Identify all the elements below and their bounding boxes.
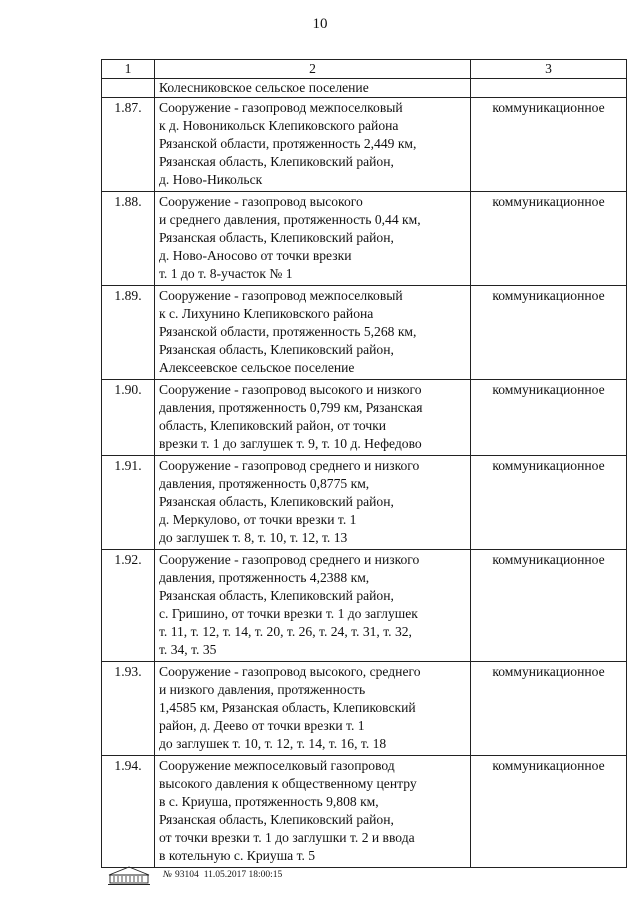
- description-line: Рязанской области, протяженность 5,268 км,: [159, 324, 417, 339]
- row-description: [155, 456, 471, 550]
- description-line: давления, протяженность 4,2388 км,: [159, 570, 370, 585]
- number-sign: №: [163, 870, 172, 880]
- description-line: т. 11, т. 12, т. 14, т. 20, т. 26, т. 24, т. 31, т. 32,: [159, 624, 412, 639]
- description-line: Сооружение - газопровод высокого, среднего: [159, 664, 421, 679]
- description-line: Сооружение - газопровод высокого и низкого: [159, 382, 422, 397]
- page-number: 10: [312, 16, 328, 32]
- row-description: [155, 380, 471, 456]
- section-row: [102, 79, 627, 98]
- row-description: [155, 192, 471, 286]
- row-number: 1.88.: [102, 192, 155, 286]
- table-row: [102, 380, 627, 456]
- row-type: коммуникационное: [471, 456, 627, 550]
- footer: [105, 864, 282, 886]
- description-line: т. 1 до т. 8-участок № 1: [159, 266, 293, 281]
- description-line: Сооружение - газопровод межпоселковый: [159, 100, 403, 115]
- row-description: [155, 550, 471, 662]
- description-line: район, д. Деево от точки врезки т. 1: [159, 718, 365, 733]
- description-line: Сооружение - газопровод среднего и низкого: [159, 458, 420, 473]
- description-line: Рязанская область, Клепиковский район,: [159, 154, 394, 169]
- property-table: [101, 59, 627, 868]
- description-line: Рязанская область, Клепиковский район,: [159, 812, 394, 827]
- description-line: Рязанская область, Клепиковский район,: [159, 494, 394, 509]
- description-line: Рязанская область, Клепиковский район,: [159, 588, 394, 603]
- table-row: [102, 286, 627, 380]
- column-header-2: 2: [155, 60, 471, 79]
- row-type: коммуникационное: [471, 98, 627, 192]
- section-num-cell: [102, 79, 155, 98]
- row-number: 1.87.: [102, 98, 155, 192]
- description-line: давления, протяженность 0,799 км, Рязанская: [159, 400, 423, 415]
- description-line: д. Ново-Никольск: [159, 172, 263, 187]
- description-line: Сооружение межпоселковый газопровод: [159, 758, 395, 773]
- column-header-3: 3: [471, 60, 627, 79]
- table-row: [102, 192, 627, 286]
- description-line: от точки врезки т. 1 до заглушки т. 2 и ввода: [159, 830, 415, 845]
- description-line: давления, протяженность 0,8775 км,: [159, 476, 370, 491]
- row-number: 1.89.: [102, 286, 155, 380]
- row-description: [155, 286, 471, 380]
- row-type: коммуникационное: [471, 192, 627, 286]
- description-line: в котельную с. Криуша т. 5: [159, 848, 316, 863]
- description-line: с. Гришино, от точки врезки т. 1 до заглушек: [159, 606, 418, 621]
- description-line: т. 34, т. 35: [159, 642, 217, 657]
- table-header-row: [102, 60, 627, 79]
- row-description: [155, 756, 471, 868]
- description-line: в с. Криуша, протяженность 9,808 км,: [159, 794, 379, 809]
- section-kind-cell: [471, 79, 627, 98]
- table-row: [102, 662, 627, 756]
- description-line: область, Клепиковский район, от точки: [159, 418, 387, 433]
- description-line: Рязанская область, Клепиковский район,: [159, 342, 394, 357]
- description-line: Рязанской области, протяженность 2,449 км,: [159, 136, 417, 151]
- description-line: Сооружение - газопровод среднего и низкого: [159, 552, 420, 567]
- table-row: [102, 456, 627, 550]
- description-line: и среднего давления, протяженность 0,44 км,: [159, 212, 421, 227]
- description-line: Сооружение - газопровод межпоселковый: [159, 288, 403, 303]
- description-line: до заглушек т. 8, т. 10, т. 12, т. 13: [159, 530, 348, 545]
- description-line: высокого давления к общественному центру: [159, 776, 417, 791]
- description-line: Сооружение - газопровод высокого: [159, 194, 363, 209]
- row-type: коммуникационное: [471, 550, 627, 662]
- row-description: [155, 662, 471, 756]
- table-row: [102, 98, 627, 192]
- column-header-1: 1: [102, 60, 155, 79]
- row-number: 1.93.: [102, 662, 155, 756]
- description-line: д. Меркулово, от точки врезки т. 1: [159, 512, 357, 527]
- row-number: 1.90.: [102, 380, 155, 456]
- document-number: 93104: [174, 870, 199, 880]
- row-type: коммуникационное: [471, 286, 627, 380]
- table-row: [102, 756, 627, 868]
- description-line: к с. Лихунино Клепиковского района: [159, 306, 374, 321]
- description-line: к д. Новоникольск Клепиковского района: [159, 118, 399, 133]
- description-line: Алексеевское сельское поселение: [159, 360, 355, 375]
- row-number: 1.91.: [102, 456, 155, 550]
- timestamp: 11.05.2017 18:00:15: [203, 870, 283, 880]
- building-emblem-icon: [105, 864, 153, 886]
- row-type: коммуникационное: [471, 662, 627, 756]
- description-line: Рязанская область, Клепиковский район,: [159, 230, 394, 245]
- row-description: [155, 98, 471, 192]
- section-title: Колесниковское сельское поселение: [155, 79, 471, 98]
- description-line: до заглушек т. 10, т. 12, т. 14, т. 16, т. 18: [159, 736, 387, 751]
- description-line: 1,4585 км, Рязанская область, Клепиковский: [159, 700, 416, 715]
- description-line: и низкого давления, протяженность: [159, 682, 366, 697]
- row-number: 1.94.: [102, 756, 155, 868]
- row-number: 1.92.: [102, 550, 155, 662]
- description-line: д. Ново-Аносово от точки врезки: [159, 248, 352, 263]
- table-row: [102, 550, 627, 662]
- description-line: врезки т. 1 до заглушек т. 9, т. 10 д. Нефедово: [159, 436, 422, 451]
- row-type: коммуникационное: [471, 756, 627, 868]
- row-type: коммуникационное: [471, 380, 627, 456]
